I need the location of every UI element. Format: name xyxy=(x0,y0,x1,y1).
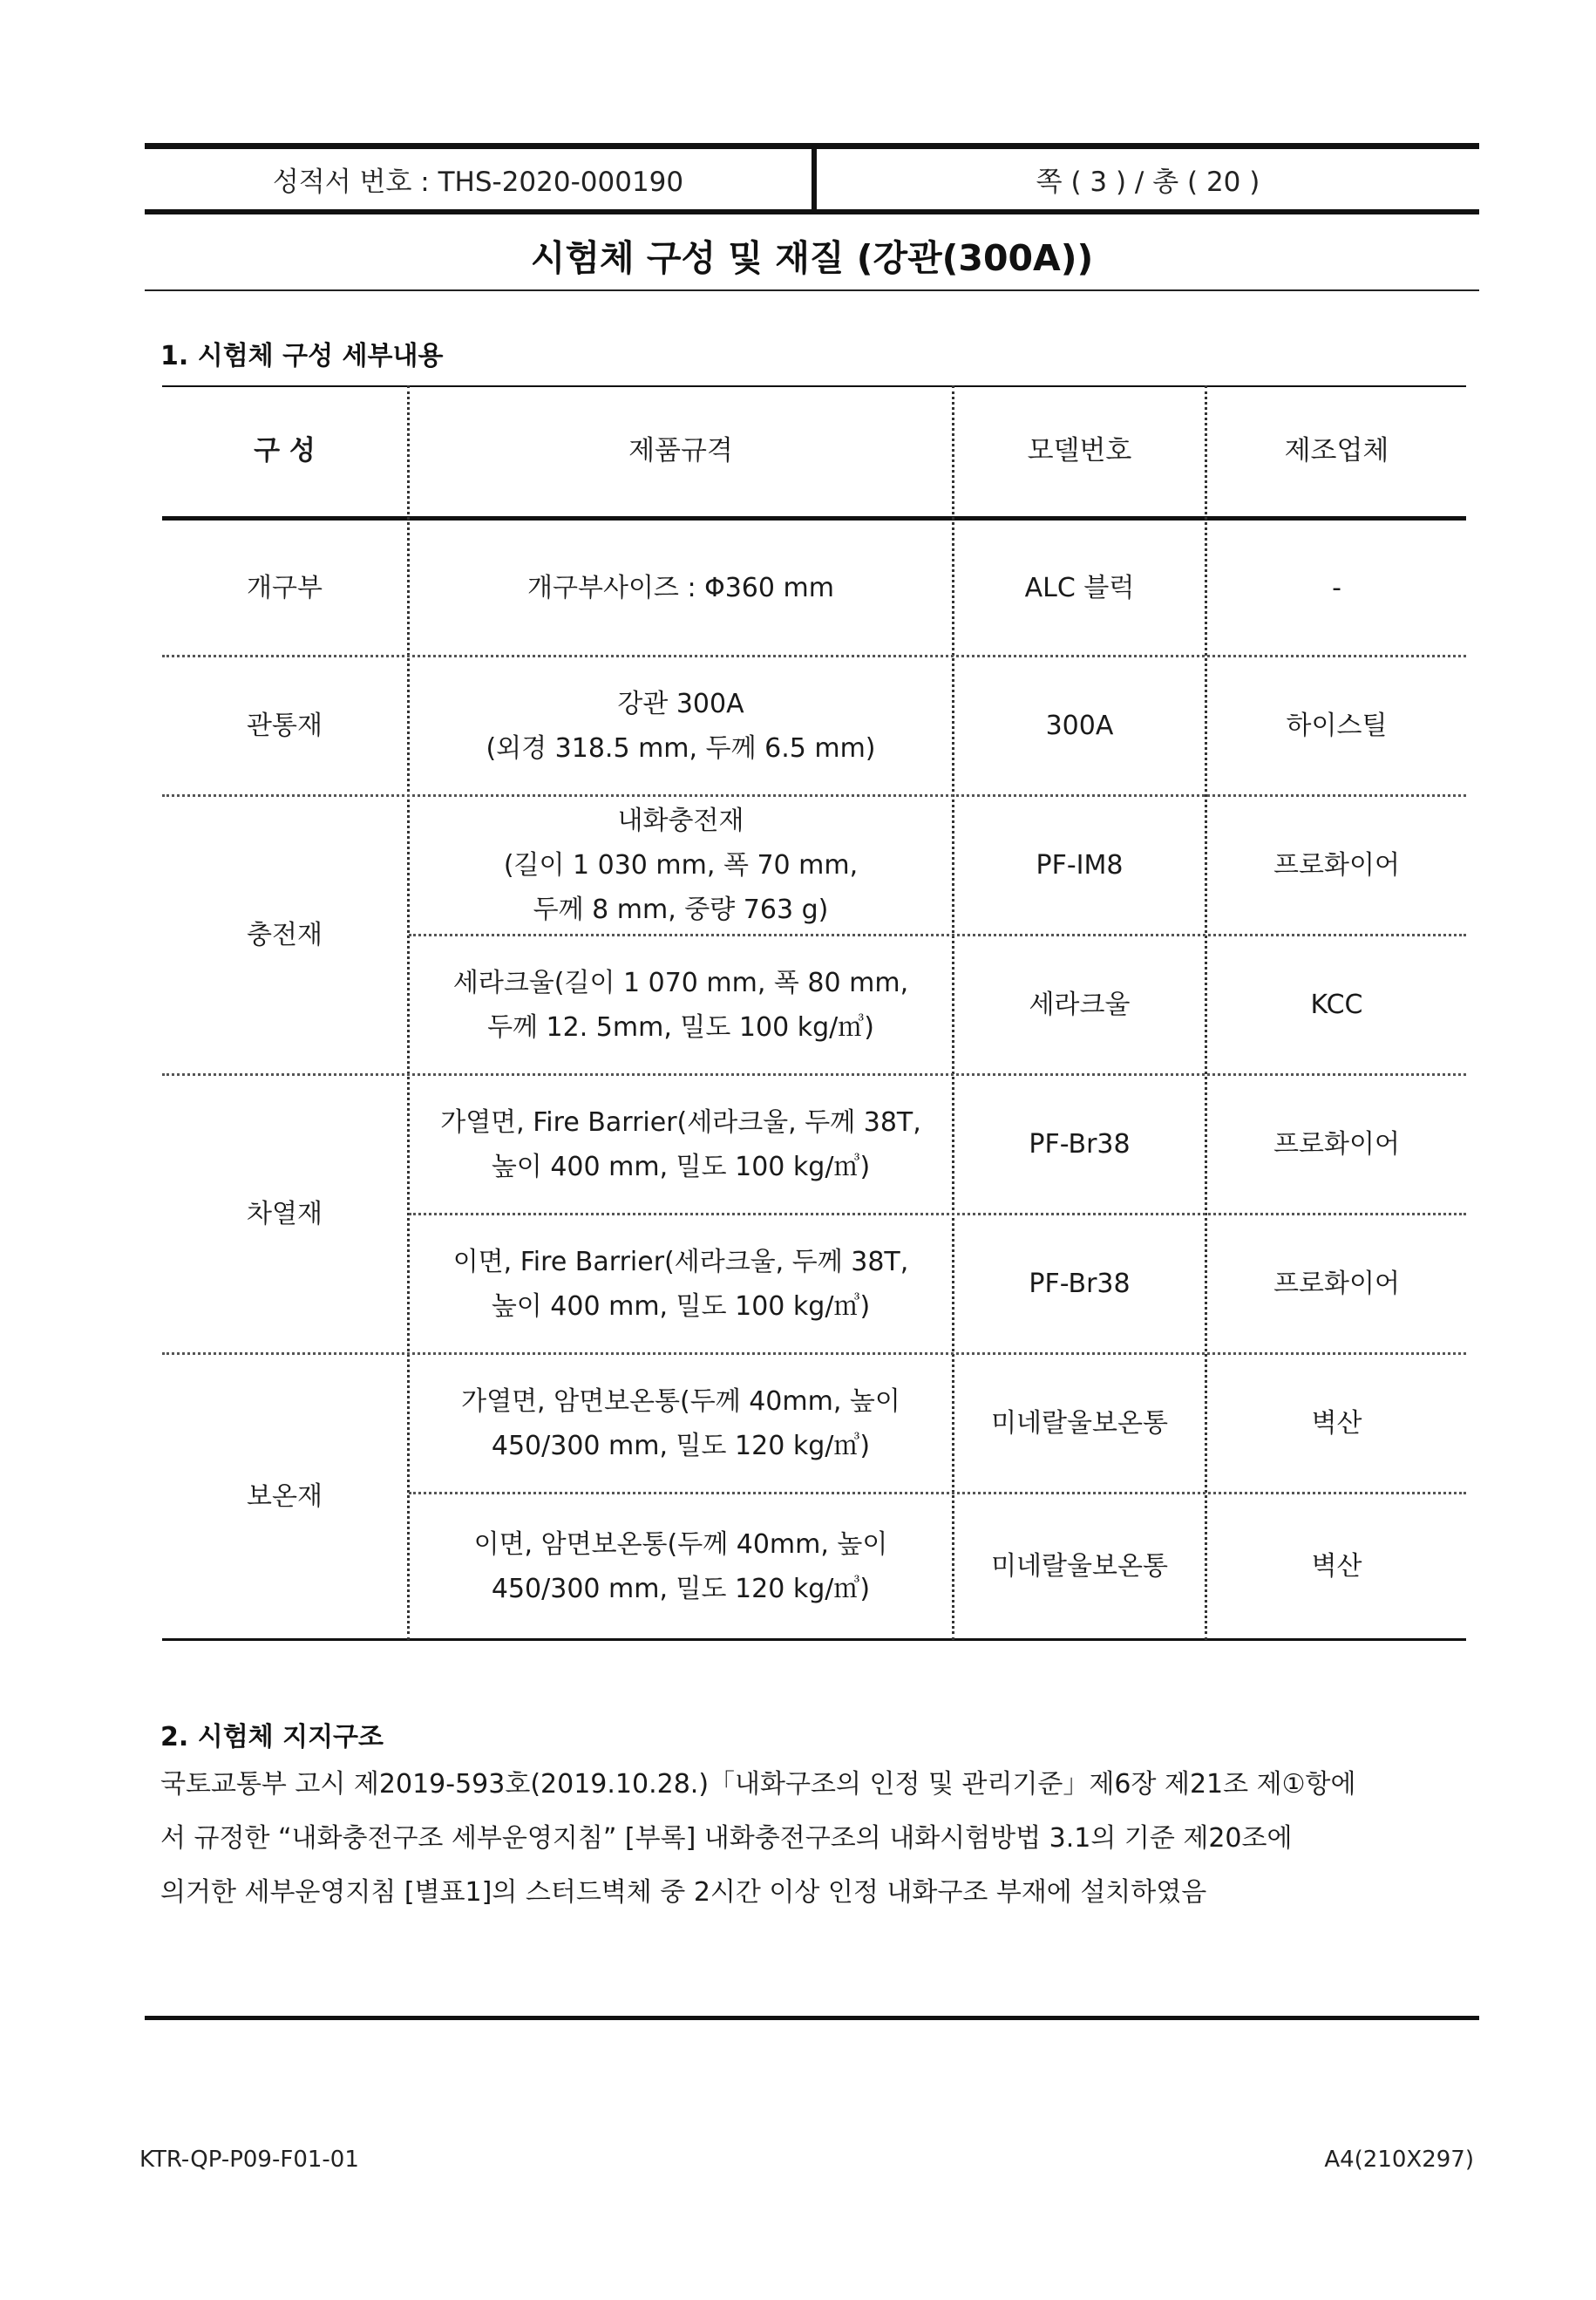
spec-line: 높이 400 mm, 밀도 100 kg/㎥) xyxy=(491,1151,871,1182)
spec-cell xyxy=(410,936,952,1073)
maker-cell: 하이스틸 xyxy=(1286,711,1388,741)
group-label: 차열재 xyxy=(247,1199,323,1229)
section1-heading: 1. 시험체 구성 세부내용 xyxy=(160,341,444,371)
spec-cell xyxy=(410,1494,952,1638)
paper-size: A4(210X297) xyxy=(1324,2147,1474,2173)
page-title: 시험체 구성 및 재질 (강관(300A)) xyxy=(145,220,1479,291)
spec-cell xyxy=(410,797,952,934)
model-cell: PF-Br38 xyxy=(1029,1269,1131,1299)
spec-line: 높이 400 mm, 밀도 100 kg/㎥) xyxy=(491,1290,871,1322)
maker-cell: 벽산 xyxy=(1311,1408,1362,1439)
spec-cell xyxy=(410,521,952,655)
spec-line: 내화충전재 xyxy=(617,806,744,836)
spec-cell xyxy=(410,1355,952,1492)
model-cell: ALC 블럭 xyxy=(1024,572,1135,603)
support-structure-text xyxy=(160,1758,1468,1920)
col-header-composition: 구 성 xyxy=(254,434,316,466)
form-code: KTR-QP-P09-F01-01 xyxy=(139,2147,359,2173)
model-cell: PF-Br38 xyxy=(1029,1129,1131,1160)
table-bottom-rule xyxy=(162,1638,1466,1641)
spec-line: (외경 318.5 mm, 두께 6.5 mm) xyxy=(486,732,876,764)
spec-line: 450/300 mm, 밀도 120 kg/㎥) xyxy=(491,1573,871,1604)
col-header-model: 모델번호 xyxy=(1027,434,1132,466)
paragraph-line: 서 규정한 “내화충전구조 세부운영지침” [부록] 내화충전구조의 내화시험방법 3.1의 기준 제20조에 xyxy=(160,1823,1293,1854)
spec-line: 이면, 암면보온통(두께 40mm, 높이 xyxy=(473,1528,888,1560)
page-indicator: 쪽 ( 3 ) / 총 ( 20 ) xyxy=(1036,167,1260,198)
maker-cell: 프로화이어 xyxy=(1273,1269,1400,1299)
maker-cell: 프로화이어 xyxy=(1273,850,1400,881)
spec-cell xyxy=(410,657,952,794)
spec-line: 450/300 mm, 밀도 120 kg/㎥) xyxy=(491,1430,871,1461)
model-cell: 미네랄울보온통 xyxy=(991,1551,1168,1582)
group-label: 개구부 xyxy=(247,572,323,603)
group-label: 관통재 xyxy=(247,711,323,741)
model-cell: 미네랄울보온통 xyxy=(991,1408,1168,1439)
report-number: 성적서 번호 : THS-2020-000190 xyxy=(145,149,817,209)
spec-line: 강관 300A xyxy=(617,688,744,719)
maker-cell: 프로화이어 xyxy=(1273,1129,1400,1160)
spec-line: 가열면, 암면보온통(두께 40mm, 높이 xyxy=(461,1385,900,1417)
footer-rule xyxy=(145,2016,1479,2020)
paragraph-line: 의거한 세부운영지침 [별표1]의 스터드벽체 중 2시간 이상 인정 내화구조 부재에 설치하였음 xyxy=(160,1877,1207,1908)
col-header-spec: 제품규격 xyxy=(628,434,733,466)
model-cell: PF-IM8 xyxy=(1036,850,1124,881)
paragraph-line: 국토교통부 고시 제2019-593호(2019.10.28.)「내화구조의 인정 및 관리기준」제6장 제21조 제①항에 xyxy=(160,1769,1356,1800)
group-label: 충전재 xyxy=(247,920,323,950)
spec-line: 두께 12. 5mm, 밀도 100 kg/㎥) xyxy=(487,1011,874,1043)
spec-line: 세라크울(길이 1 070 mm, 폭 80 mm, xyxy=(452,967,909,998)
spec-line: 가열면, Fire Barrier(세라크울, 두께 38T, xyxy=(440,1106,921,1138)
maker-cell: 벽산 xyxy=(1311,1551,1362,1582)
model-cell: 세라크울 xyxy=(1029,990,1131,1020)
spec-line: 개구부사이즈 : Φ360 mm xyxy=(527,572,834,603)
spec-line: 이면, Fire Barrier(세라크울, 두께 38T, xyxy=(452,1246,909,1277)
col-header-maker: 제조업체 xyxy=(1284,434,1389,466)
maker-cell: - xyxy=(1332,572,1341,603)
maker-cell: KCC xyxy=(1310,990,1363,1020)
group-label: 보온재 xyxy=(247,1481,323,1512)
spec-cell xyxy=(410,1076,952,1213)
model-cell: 300A xyxy=(1045,711,1114,741)
section2-heading: 2. 시험체 지지구조 xyxy=(160,1722,384,1752)
spec-line: (길이 1 030 mm, 폭 70 mm, xyxy=(503,850,859,881)
report-header xyxy=(145,143,1479,214)
spec-line: 두께 8 mm, 중량 763 g) xyxy=(533,895,829,925)
spec-cell xyxy=(410,1215,952,1352)
